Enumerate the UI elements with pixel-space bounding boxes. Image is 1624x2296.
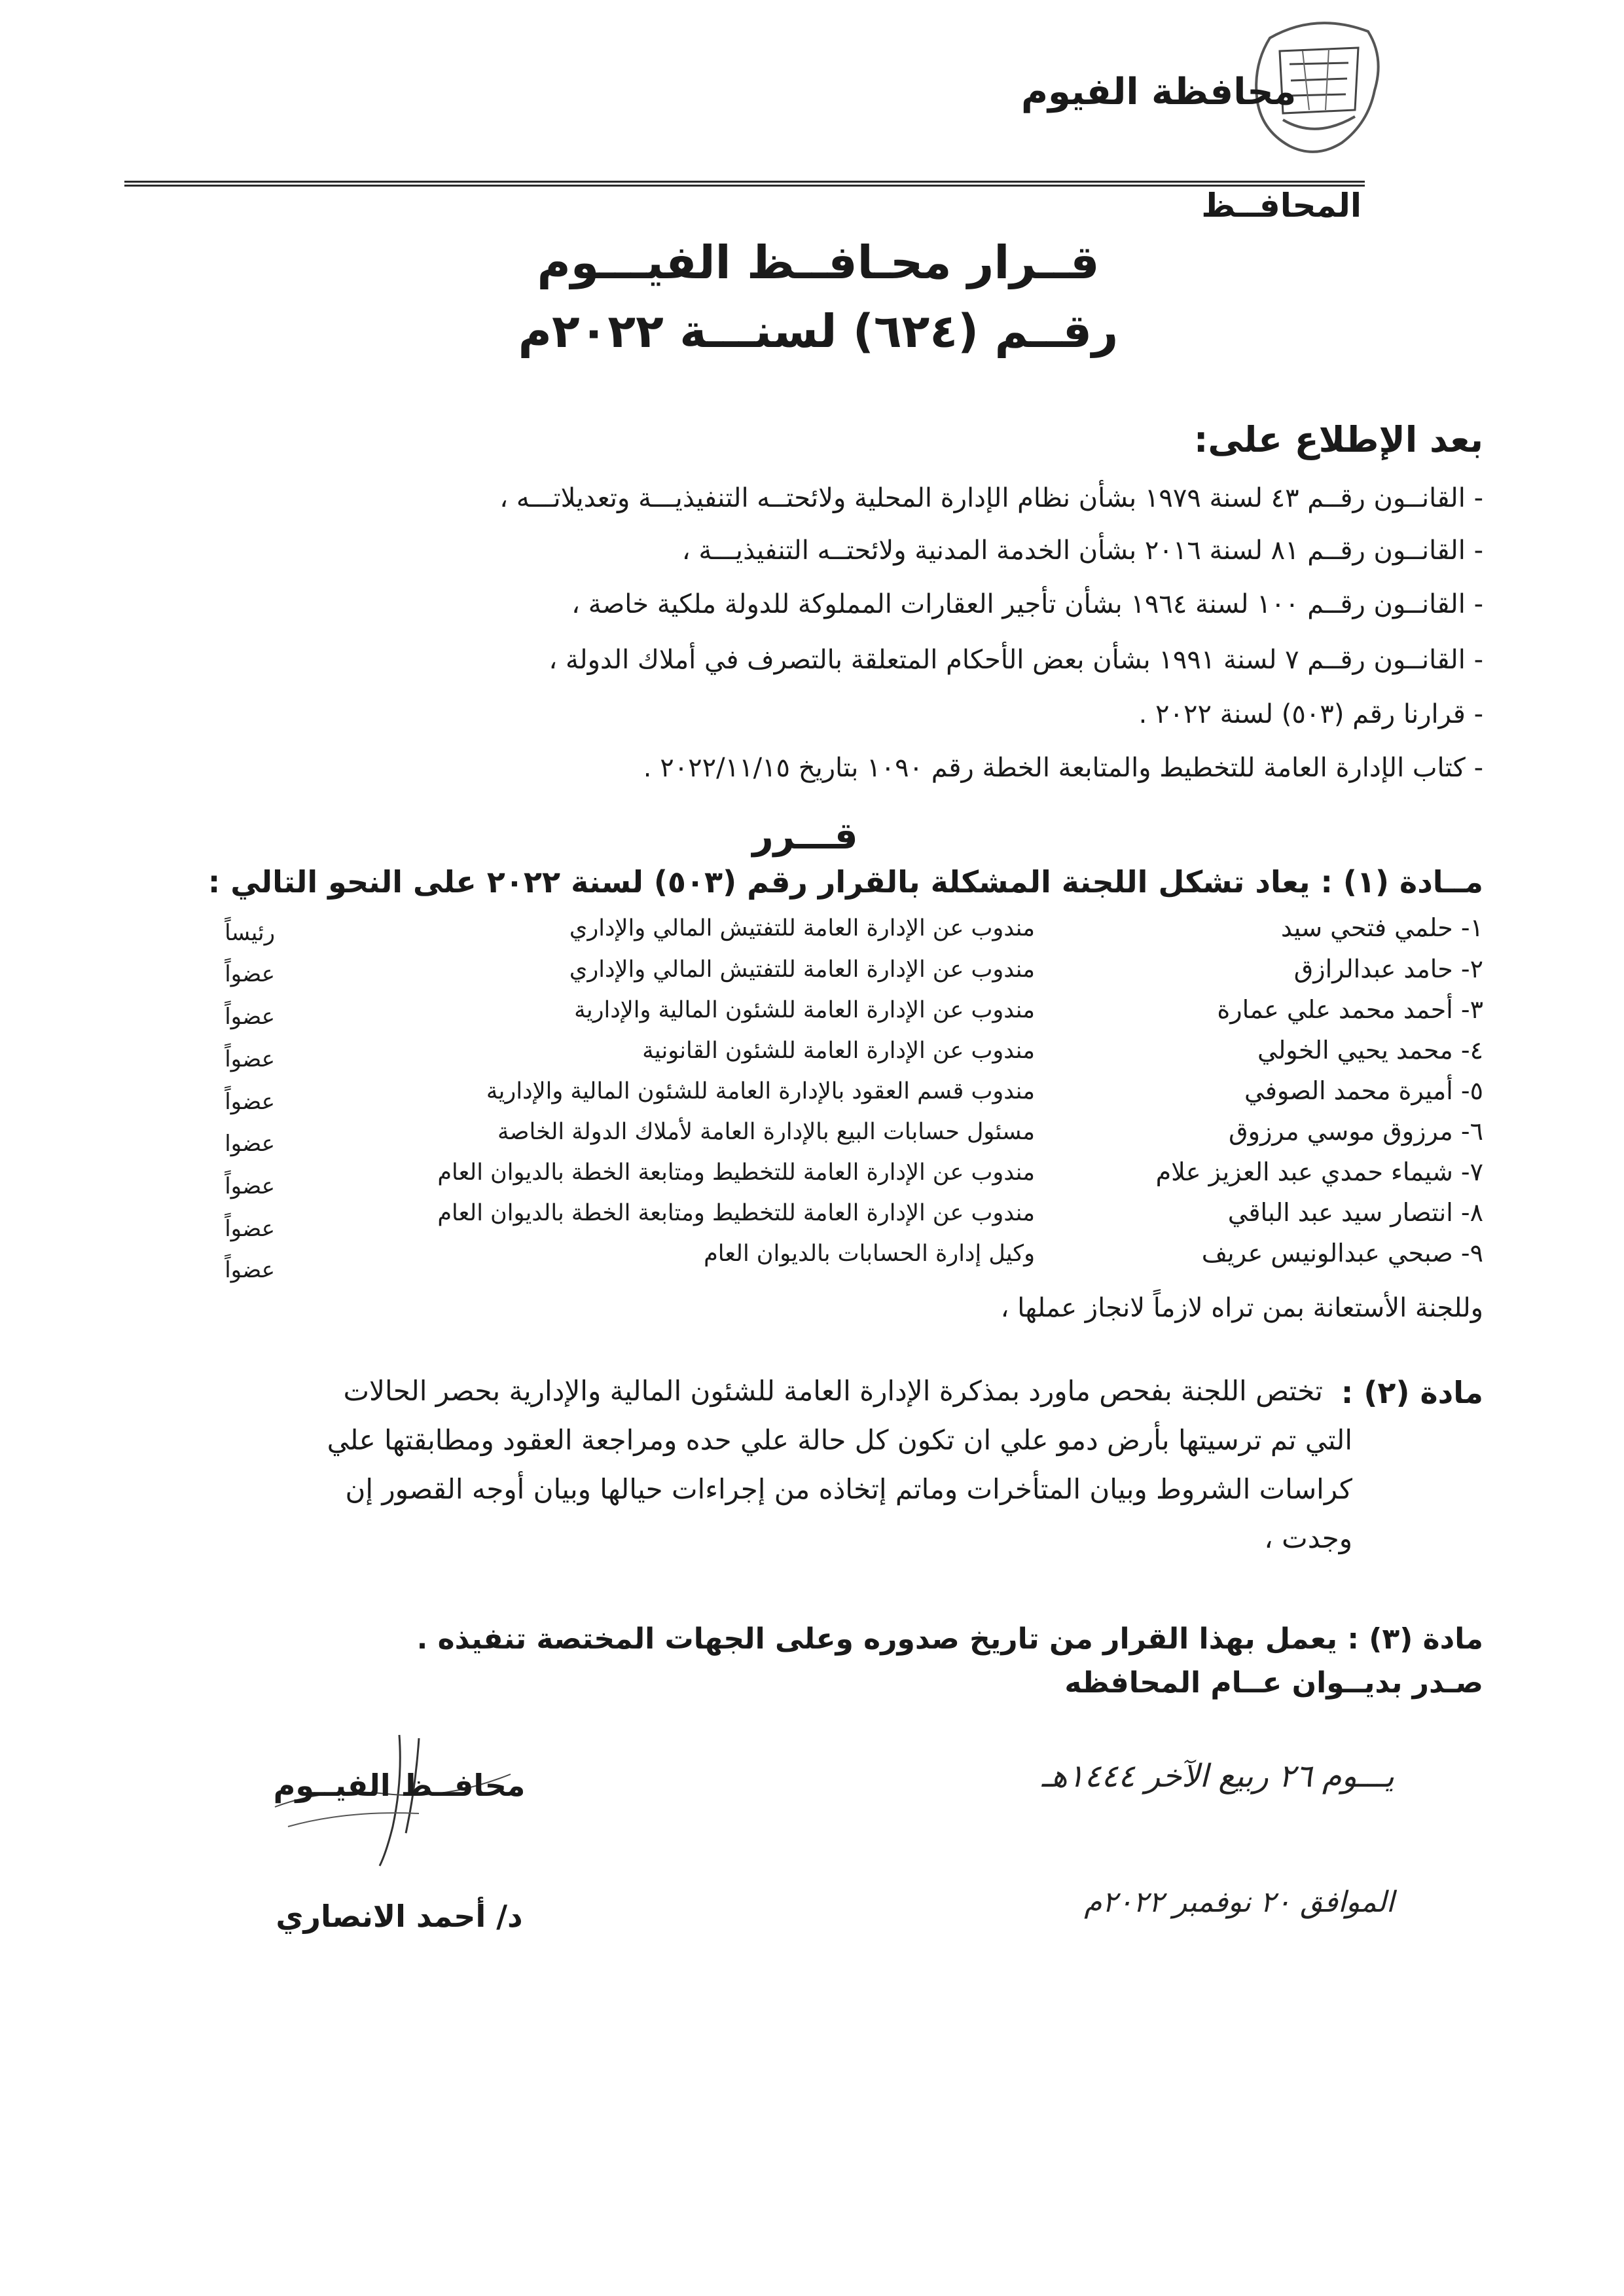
- member-role: عضواً: [225, 961, 275, 987]
- article-3: مادة (٣) : يعمل بهذا القرار من تاريخ صدوره وعلى الجهات المختصة تنفيذه .: [416, 1622, 1483, 1656]
- member-role: عضواً: [225, 1173, 275, 1199]
- signatory-title: محافــظ الفيــوم: [273, 1768, 526, 1803]
- article-2-label: مادة (٢) :: [1341, 1375, 1483, 1410]
- member-role: عضوا: [225, 1131, 275, 1157]
- article-2-line: كراسات الشروط وبيان المتأخرات وماتم إتخاذه من إجراءات حيالها وبيان أوجه القصور إن: [345, 1473, 1352, 1505]
- member-name: ٥- أميرة محمد الصوفي: [1244, 1076, 1483, 1105]
- member-name: ٦- مرزوق موسي مرزوق: [1229, 1117, 1483, 1146]
- signatory-name: د/ أحمد الانصاري: [276, 1899, 523, 1934]
- member-role: عضواً: [225, 1046, 275, 1072]
- issuing-office: المحافــظ: [1201, 187, 1362, 225]
- decree-title: قــرار محـافــظ الفيـــوم: [537, 236, 1100, 289]
- member-name: ٢- حامد عبدالرازق: [1293, 955, 1483, 983]
- member-name: ٩- صبحي عبدالونيس عريف: [1201, 1239, 1483, 1267]
- member-name: ٣- أحمد محمد علي عمارة: [1217, 995, 1483, 1024]
- reference-line: - القانــون رقــم ٧ لسنة ١٩٩١ بشأن بعض الأحكام المتعلقة بالتصرف في أملاك الدولة ،: [549, 645, 1483, 675]
- reference-line: - القانــون رقــم ١٠٠ لسنة ١٩٦٤ بشأن تأجير العقارات المملوكة للدولة ملكية خاصة ،: [571, 589, 1483, 619]
- header-divider: [124, 181, 1365, 187]
- member-name: ٧- شيماء حمدي عبد العزيز علام: [1155, 1157, 1483, 1186]
- member-description: وكيل إدارة الحسابات بالديوان العام: [704, 1241, 1035, 1267]
- member-role: عضواً: [225, 1257, 275, 1283]
- reference-line: - القانــون رقــم ٨١ لسنة ٢٠١٦ بشأن الخدمة المدنية ولائحتــه التنفيذيـــة ،: [681, 536, 1483, 566]
- member-description: مندوب عن الإدارة العامة للتفتيش المالي والإداري: [569, 957, 1035, 983]
- member-description: مندوب عن الإدارة العامة للشئون المالية والإدارية: [574, 997, 1035, 1023]
- reference-line: - قرارنا رقم (٥٠٣) لسنة ٢٠٢٢ .: [1138, 699, 1483, 729]
- member-description: مندوب عن الإدارة العامة للتخطيط ومتابعة الخطة بالديوان العام: [437, 1159, 1035, 1186]
- decided-heading: قـــرر: [752, 815, 858, 858]
- member-description: مسئول حسابات البيع بالإدارة العامة لأملاك الدولة الخاصة: [497, 1119, 1035, 1145]
- member-role: عضواً: [225, 1004, 275, 1030]
- article-1: مــادة (١) : يعاد تشكل اللجنة المشكلة بالقرار رقم (٥٠٣) لسنة ٢٠٢٢ على النحو التالي :: [208, 864, 1483, 900]
- article-2-line: وجدت ،: [1264, 1522, 1352, 1554]
- member-description: مندوب عن الإدارة العامة للتفتيش المالي والإداري: [569, 915, 1035, 941]
- member-role: عضواً: [225, 1089, 275, 1115]
- member-description: مندوب عن الإدارة العامة للشئون القانونية: [642, 1038, 1035, 1064]
- hijri-date: يـــوم ٢٦ ربيع الآخر ١٤٤٤هـ: [1041, 1758, 1394, 1795]
- article-2-line: التي تم ترسيتها بأرض دمو علي ان تكون كل حالة علي حده ومراجعة العقود ومطابقتها علي: [327, 1424, 1352, 1456]
- member-role: رئيساً: [225, 920, 275, 946]
- gregorian-date: الموافق ٢٠ نوفمبر ٢٠٢٢م: [1084, 1886, 1394, 1919]
- decree-number: رقــم (٦٢٤) لسنـــة ٢٠٢٢م: [518, 304, 1119, 358]
- member-role: عضواً: [225, 1216, 275, 1242]
- reference-line: - القانــون رقــم ٤٣ لسنة ١٩٧٩ بشأن نظام الإدارة المحلية ولائحتــه التنفيذيـــة وتعديلاتـــه ،: [499, 483, 1483, 513]
- member-description: مندوب قسم العقود بالإدارة العامة للشئون المالية والإدارية: [486, 1078, 1035, 1104]
- member-name: ٤- محمد يحيي الخولي: [1257, 1036, 1483, 1065]
- reference-line: - كتاب الإدارة العامة للتخطيط والمتابعة الخطة رقم ١٠٩٠ بتاريخ ٢٠٢٢/١١/١٥ .: [643, 753, 1483, 783]
- preamble-heading: بعد الإطلاع على:: [1193, 419, 1483, 460]
- member-name: ٨- انتصار سيد عبد الباقي: [1227, 1198, 1483, 1227]
- member-name: ١- حلمي فتحي سيد: [1280, 913, 1483, 942]
- article-2-line: تختص اللجنة بفحص ماورد بمذكرة الإدارة العامة للشئون المالية والإدارية بحصر الحالات: [343, 1375, 1323, 1407]
- committee-note: وللجنة الأستعانة بمن تراه لازماً لانجاز عملها ،: [1000, 1293, 1483, 1323]
- member-description: مندوب عن الإدارة العامة للتخطيط ومتابعة الخطة بالديوان العام: [437, 1200, 1035, 1226]
- issued-at: صـدر بديــوان عــام المحافظه: [1064, 1666, 1483, 1700]
- governorate-name: محافظة الفيوم: [1021, 71, 1297, 113]
